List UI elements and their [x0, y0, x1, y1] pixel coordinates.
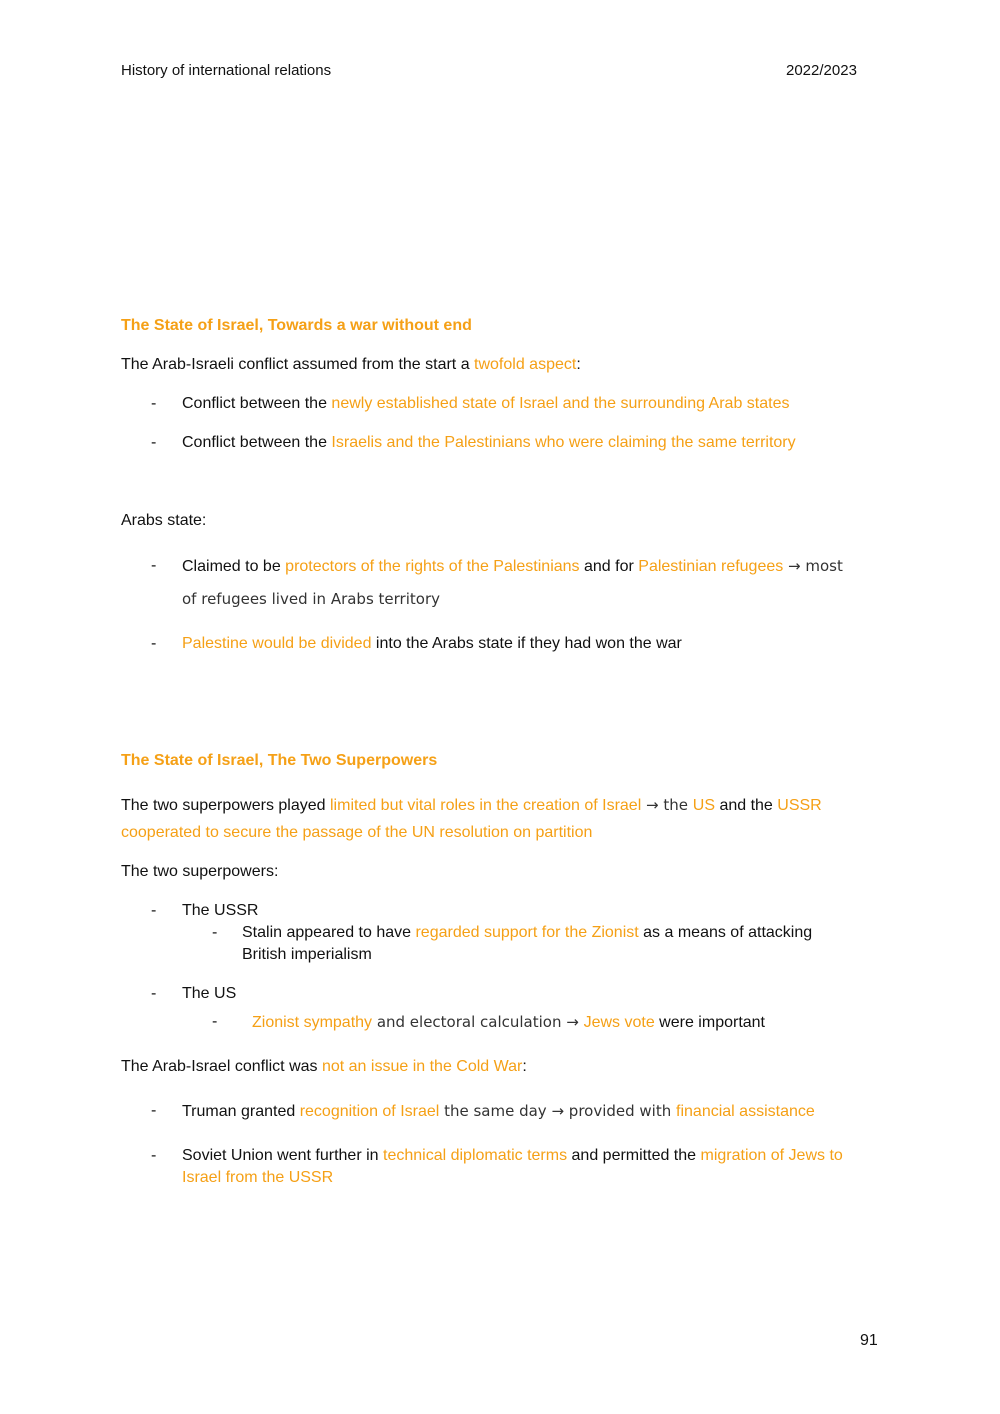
list-item — [182, 635, 682, 653]
arabs-state-label: Arabs state: — [121, 512, 207, 529]
sub-list-item-continuation: British imperialism — [242, 946, 372, 963]
bullet-dash: - — [151, 635, 157, 652]
sub-bullet-dash: - — [212, 1013, 218, 1030]
superpowers-paragraph-continuation: cooperated to secure the passage of the UN resolution on partition — [121, 824, 593, 841]
highlight: Zionist sympathy — [252, 1014, 373, 1031]
list-item — [182, 1147, 843, 1165]
text: and the — [715, 797, 778, 814]
coldwar-paragraph — [121, 1058, 527, 1076]
highlight: technical diplomatic terms — [383, 1147, 568, 1164]
highlight: twofold aspect — [474, 356, 577, 373]
highlight: recognition of Israel — [299, 1103, 440, 1120]
text: Truman granted — [182, 1103, 300, 1120]
section-heading-superpowers: The State of Israel, The Two Superpowers — [121, 752, 438, 769]
text: → most — [783, 557, 843, 575]
highlight: regarded support for the Zionist — [415, 924, 639, 941]
text: : — [522, 1058, 527, 1075]
highlight: Palestinian refugees — [638, 558, 784, 575]
list-item — [182, 1102, 815, 1121]
highlight: USSR — [777, 797, 822, 814]
intro-paragraph — [121, 356, 581, 374]
header-course-title: History of international relations — [121, 62, 332, 79]
text: and permitted the — [567, 1147, 701, 1164]
text: → the — [641, 796, 693, 814]
header-year: 2022/2023 — [786, 62, 857, 79]
superpowers-label: The two superpowers: — [121, 863, 279, 880]
sub-list-item — [242, 924, 812, 942]
text: into the Arabs state if they had won the war — [371, 635, 682, 652]
list-item-continuation: of refugees lived in Arabs territory — [182, 590, 440, 608]
list-item — [182, 434, 796, 452]
bullet-dash: - — [151, 1102, 157, 1119]
text: Soviet Union went further in — [182, 1147, 383, 1164]
list-item — [182, 557, 843, 576]
text: Claimed to be — [182, 558, 286, 575]
list-item-ussr: The USSR — [182, 902, 259, 919]
text: The Arab-Israeli conflict assumed from the start a — [121, 356, 475, 373]
highlight: protectors of the rights of the Palestinians — [285, 558, 580, 575]
highlight: newly established state of Israel and the surrounding Arab states — [331, 395, 790, 412]
list-item-continuation: Israel from the USSR — [182, 1169, 334, 1186]
bullet-dash: - — [151, 395, 157, 412]
text: and for — [579, 558, 639, 575]
bullet-dash: - — [151, 434, 157, 451]
highlight: US — [692, 797, 715, 814]
list-item — [182, 395, 789, 413]
text: Conflict between the — [182, 434, 332, 451]
highlight: financial assistance — [676, 1103, 815, 1120]
highlight: Palestine would be divided — [182, 635, 372, 652]
sub-list-item — [252, 1013, 765, 1032]
highlight: Jews vote — [583, 1014, 655, 1031]
text: were important — [654, 1014, 765, 1031]
bullet-dash: - — [151, 985, 157, 1002]
bullet-dash: - — [151, 557, 157, 574]
bullet-dash: - — [151, 1147, 157, 1164]
highlight: Israelis and the Palestinians who were claiming the same territory — [331, 434, 796, 451]
text: as a means of attacking — [638, 924, 813, 941]
list-item-us: The US — [182, 985, 237, 1002]
section-heading-war: The State of Israel, Towards a war without end — [121, 317, 472, 334]
superpowers-paragraph — [121, 796, 822, 815]
highlight: not an issue in the Cold War — [321, 1058, 523, 1075]
text: The two superpowers played — [121, 797, 330, 814]
text: Conflict between the — [182, 395, 332, 412]
text: The Arab-Israel conflict was — [121, 1058, 322, 1075]
highlight: migration of Jews to — [700, 1147, 843, 1164]
text: and electoral calculation → — [372, 1013, 584, 1031]
text: the same day → provided with — [439, 1102, 677, 1120]
text: Stalin appeared to have — [242, 924, 416, 941]
sub-bullet-dash: - — [212, 924, 218, 941]
text: : — [576, 356, 581, 373]
highlight: limited but vital roles in the creation of Israel — [330, 797, 642, 814]
page-number: 91 — [860, 1332, 878, 1349]
bullet-dash: - — [151, 902, 157, 919]
